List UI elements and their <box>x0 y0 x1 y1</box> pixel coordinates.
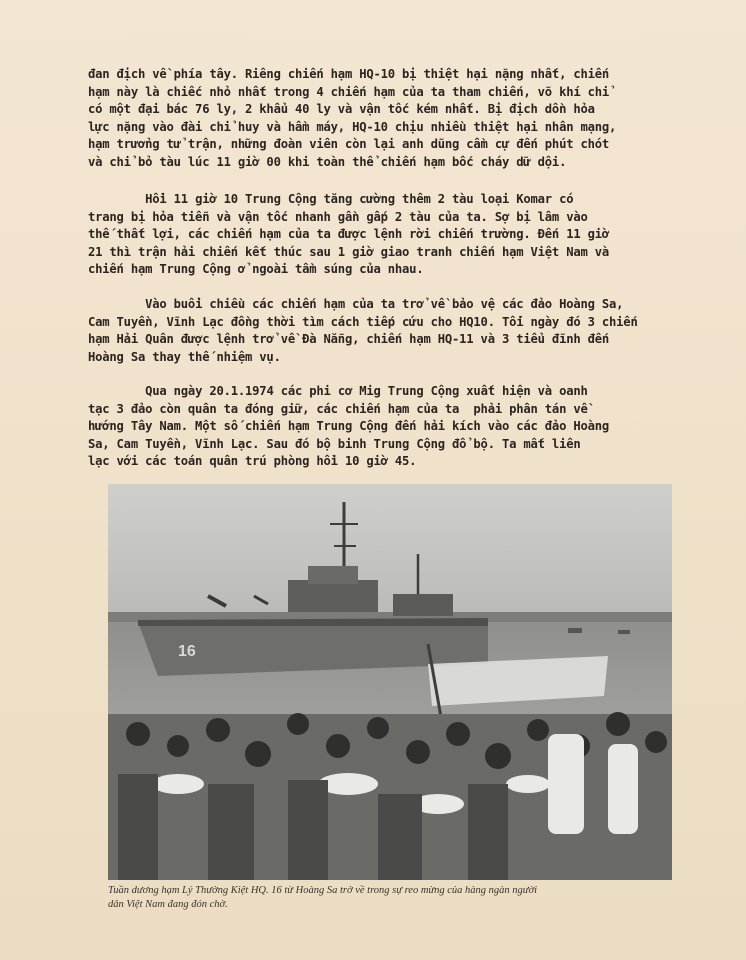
warship-photo <box>108 484 672 880</box>
paragraph-1: đan địch về phía tây. Riêng chiến hạm HQ-10 bị thiệt hại nặng nhất, chiến hạm này là chiếc nhỏ nhất trong 4 chiến hạm của ta tham chiến, võ khí chỉ có một đại bác 76 ly, 2 khẩu 40 ly và vận tốc kém nhất. Bị địch dồn hỏa lực nặng vào đài chỉ huy và hầm máy, HQ-10 chịu nhiều thiệt hại nhân mạng, hạm trưởng tử trận, những đoàn viên còn lại anh dũng cầm cự đến phút chót và chỉ bỏ tàu lúc 11 giờ 00 khi toàn thể chiến hạm bốc cháy dữ dội. <box>88 67 617 169</box>
paragraph-3: Vào buổi chiều các chiến hạm của ta trở về bảo vệ các đảo Hoàng Sa, Cam Tuyền, Vĩnh Lạc đồng thời tìm cách tiếp cứu cho HQ10. Tối ngày đó 3 chiến hạm Hải Quân được lệnh trở về Đà Nẵng, chiến hạm HQ-11 và 3 tiểu đĩnh đến Hoàng Sa thay thế nhiệm vụ. <box>88 297 638 364</box>
paragraph-4: Qua ngày 20.1.1974 các phi cơ Mig Trung Cộng xuất hiện và oanh tạc 3 đảo còn quân ta đóng giữ, các chiến hạm của ta phải phân tán về hướng Tây Nam. Một số chiến hạm Trung Cộng đến hải kích vào các đảo Hoàng Sa, Cam Tuyền, Vĩnh Lạc. Sau đó bộ binh Trung Cộng đổ bộ. Ta mất liên lạc với các toán quân trú phòng hồi 10 giờ 45. <box>88 384 610 468</box>
hull-number: 16 <box>178 643 196 660</box>
paragraph-2: Hồi 11 giờ 10 Trung Cộng tăng cường thêm 2 tàu loại Komar có trang bị hỏa tiễn và vận tốc nhanh gần gấp 2 tàu của ta. Sợ bị lâm vào thế thất lợi, các chiến hạm của ta được lệnh rời chiến trường. Đến 11 giờ 21 thì trận hải chiến kết thúc sau 1 giờ giao tranh chiến hạm Việt Nam và chiến hạm Trung Cộng ở ngoài tầm súng của nhau. <box>88 192 610 276</box>
photo-caption: Tuần dương hạm Lý Thường Kiệt HQ. 16 từ Hoàng Sa trở về trong sự reo mừng của hàng ngàn người dân Việt Nam đang đón chờ. <box>108 885 538 910</box>
